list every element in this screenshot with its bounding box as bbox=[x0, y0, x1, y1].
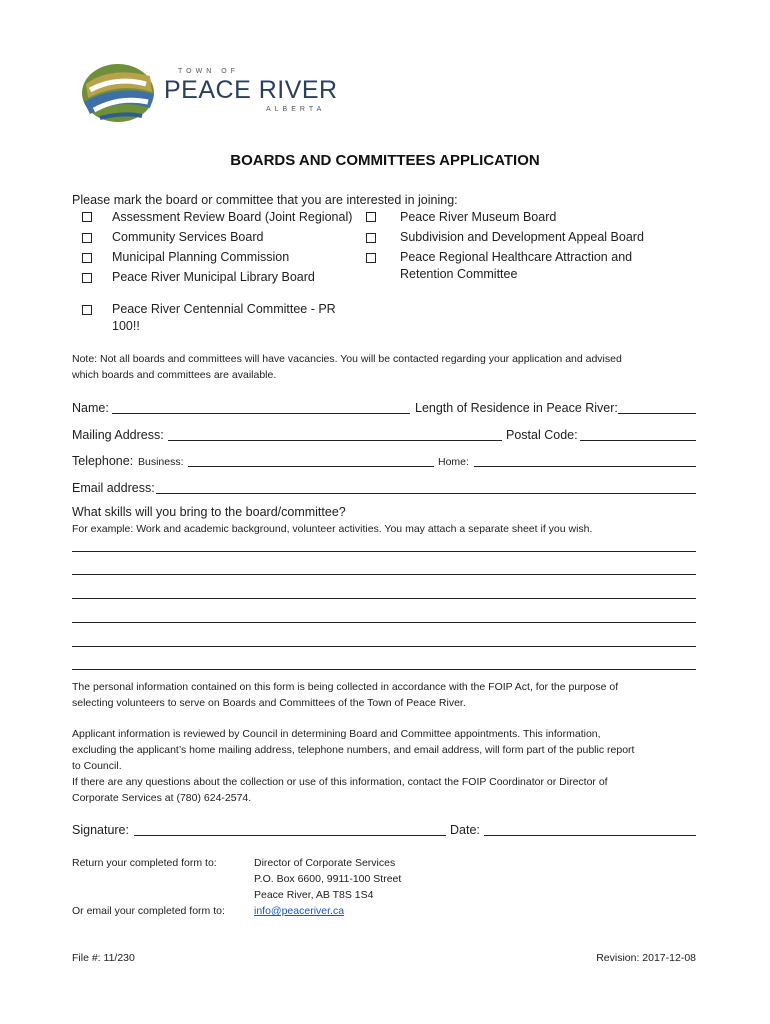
label-centennial-committee-line2: 100!! bbox=[112, 319, 140, 333]
email-field[interactable] bbox=[156, 493, 696, 494]
business-phone-field[interactable] bbox=[188, 466, 434, 467]
postal-code-field[interactable] bbox=[580, 440, 696, 441]
skills-line[interactable] bbox=[72, 598, 696, 599]
skills-line[interactable] bbox=[72, 551, 696, 552]
privacy-p2-line5: Corporate Services at (780) 624-2574. bbox=[72, 792, 252, 804]
logo-town-of: TOWN OF bbox=[178, 68, 239, 75]
label-community-services-board: Community Services Board bbox=[112, 230, 264, 244]
label-centennial-committee-line1: Peace River Centennial Committee - PR bbox=[112, 302, 336, 316]
checkbox-municipal-planning-commission[interactable] bbox=[82, 253, 92, 263]
checkbox-subdivision-appeal-board[interactable] bbox=[366, 233, 376, 243]
postal-code-label: Postal Code: bbox=[506, 428, 578, 442]
skills-line[interactable] bbox=[72, 622, 696, 623]
email-label: Email address: bbox=[72, 481, 155, 495]
logo-alberta: ALBERTA bbox=[266, 106, 326, 113]
boards-intro: Please mark the board or committee that you are interested in joining: bbox=[72, 193, 458, 207]
label-museum-board: Peace River Museum Board bbox=[400, 210, 557, 224]
skills-line[interactable] bbox=[72, 646, 696, 647]
checkbox-municipal-library-board[interactable] bbox=[82, 273, 92, 283]
label-assessment-review-board: Assessment Review Board (Joint Regional) bbox=[112, 210, 353, 224]
business-phone-label: Business: bbox=[138, 456, 184, 468]
date-field[interactable] bbox=[484, 835, 696, 836]
privacy-p2-line3: to Council. bbox=[72, 760, 122, 772]
label-healthcare-attraction-line2: Retention Committee bbox=[400, 267, 518, 281]
name-field[interactable] bbox=[112, 413, 410, 414]
residence-field[interactable] bbox=[618, 413, 696, 414]
skills-line[interactable] bbox=[72, 669, 696, 670]
privacy-p1-line1: The personal information contained on this form is being collected in accordance with the FOIP Act, for the purpose of bbox=[72, 681, 619, 693]
checkbox-assessment-review-board[interactable] bbox=[82, 212, 92, 222]
label-municipal-library-board: Peace River Municipal Library Board bbox=[112, 270, 315, 284]
return-address-line1: Director of Corporate Services bbox=[254, 857, 396, 869]
return-label: Return your completed form to: bbox=[72, 857, 217, 869]
mailing-address-label: Mailing Address: bbox=[72, 428, 164, 442]
privacy-p2-line4: If there are any questions about the collection or use of this information, contact the FOIP Coordinator or Director of bbox=[72, 776, 608, 788]
privacy-p1-line2: selecting volunteers to serve on Boards and Committees of the Town of Peace River. bbox=[72, 697, 466, 709]
river-emblem-icon bbox=[80, 62, 158, 124]
name-label: Name: bbox=[72, 401, 109, 415]
checkbox-centennial-committee[interactable] bbox=[82, 305, 92, 315]
page-title: BOARDS AND COMMITTEES APPLICATION bbox=[230, 152, 540, 169]
label-municipal-planning-commission: Municipal Planning Commission bbox=[112, 250, 290, 264]
logo-peace-river: PEACE RIVER bbox=[164, 76, 338, 104]
file-number: File #: 11/230 bbox=[72, 952, 135, 964]
residence-label: Length of Residence in Peace River: bbox=[415, 401, 618, 415]
return-address-line3: Peace River, AB T8S 1S4 bbox=[254, 889, 374, 901]
note-line1: Note: Not all boards and committees will have vacancies. You will be contacted regarding your application and advised bbox=[72, 353, 622, 365]
privacy-p2-line1: Applicant information is reviewed by Council in determining Board and Committee appointments. This information, bbox=[72, 728, 601, 740]
revision-date: Revision: 2017-12-08 bbox=[596, 952, 696, 964]
signature-field[interactable] bbox=[134, 835, 446, 836]
skills-example: For example: Work and academic background, volunteer activities. You may attach a separate sheet if you wish. bbox=[72, 523, 593, 535]
privacy-p2-line2: excluding the applicant’s home mailing address, telephone numbers, and email address, will form part of the public report bbox=[72, 744, 635, 756]
note-line2: which boards and committees are available. bbox=[72, 369, 277, 381]
return-address-line2: P.O. Box 6600, 9911-100 Street bbox=[254, 873, 402, 885]
skills-line[interactable] bbox=[72, 574, 696, 575]
signature-label: Signature: bbox=[72, 823, 129, 837]
telephone-label: Telephone: bbox=[72, 454, 134, 468]
checkbox-museum-board[interactable] bbox=[366, 212, 376, 222]
home-phone-label: Home: bbox=[438, 456, 469, 468]
label-healthcare-attraction-line1: Peace Regional Healthcare Attraction and bbox=[400, 250, 633, 264]
label-subdivision-appeal-board: Subdivision and Development Appeal Board bbox=[400, 230, 644, 244]
checkbox-community-services-board[interactable] bbox=[82, 233, 92, 243]
skills-question: What skills will you bring to the board/committee? bbox=[72, 505, 346, 519]
email-link[interactable]: info@peaceriver.ca bbox=[254, 905, 345, 917]
email-form-label: Or email your completed form to: bbox=[72, 905, 225, 917]
mailing-address-field[interactable] bbox=[168, 440, 502, 441]
checkbox-healthcare-attraction-committee[interactable] bbox=[366, 253, 376, 263]
home-phone-field[interactable] bbox=[474, 466, 696, 467]
date-label: Date: bbox=[450, 823, 480, 837]
town-logo bbox=[80, 62, 340, 124]
